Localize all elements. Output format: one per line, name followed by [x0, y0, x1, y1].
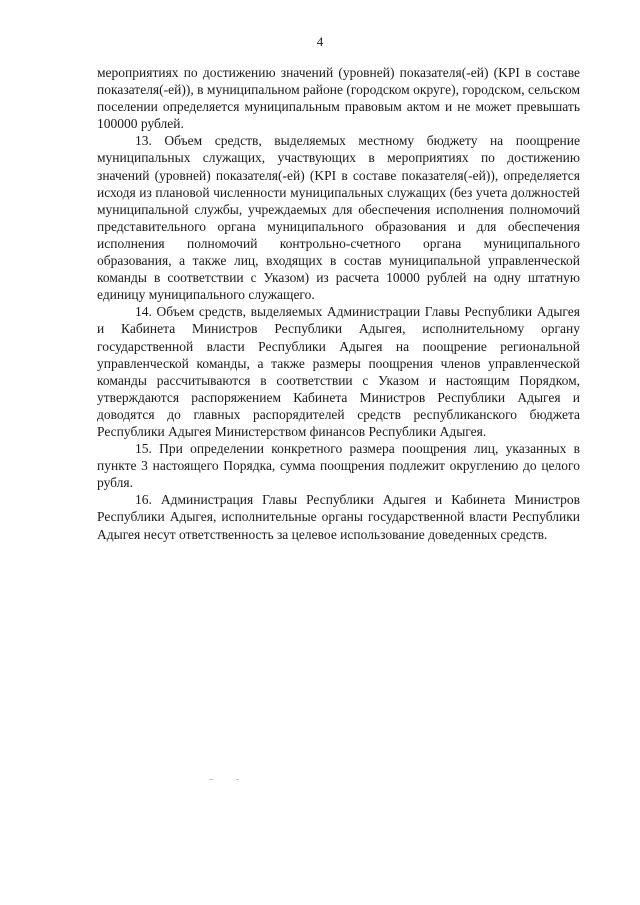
page-number: 4 — [316, 34, 324, 49]
paragraph-continuation: мероприятиях по достижению значений (уровней) показателя(-ей) (KPI в составе показателя(-ей)), в муниципальном районе (городском округе), городском, сельском поселении определяется муниципальным правовым актом и не может превышать 100000 рублей. — [97, 65, 580, 132]
scan-speck — [236, 779, 239, 780]
scan-speck — [209, 779, 213, 780]
document-body — [97, 64, 580, 543]
paragraph-15: 15. При определении конкретного размера поощрения лиц, указанных в пункте 3 настоящего Порядка, сумма поощрения подлежит округлению до целого рубля. — [97, 441, 580, 491]
paragraph-14: 14. Объем средств, выделяемых Администрации Главы Республики Адыгея и Кабинета Министров Республики Адыгея, исполнительному органу государственной власти Республики Адыгея на поощрение региональной управленческой команды, а также размеры поощрения членов управленческой команды рассчитываются в соответствии с Указом и настоящим Порядком, утверждаются распоряжением Кабинета Министров Республики Адыгея и доводятся до главных распорядителей средств республиканского бюджета Республики Адыгея Министерством финансов Республики Адыгея. — [97, 304, 580, 439]
paragraph-13: 13. Объем средств, выделяемых местному бюджету на поощрение муниципальных служащих, участвующих в мероприятиях по достижению значений (уровней) показателя(-ей) (KPI в составе показателя(-ей)), определяется исходя из плановой численности муниципальных служащих (без учета должностей муниципальной службы, учреждаемых для обеспечения исполнения полномочий представительного органа муниципального образования и для обеспечения исполнения полномочий контрольно-счетного органа муниципального образования, а также лиц, входящих в состав муниципальной управленческой команды в соответствии с Указом) из расчета 10000 рублей на одну штатную единицу муниципального служащего. — [97, 133, 580, 303]
paragraph-16: 16. Администрация Главы Республики Адыгея и Кабинета Министров Республики Адыгея, исполнительные органы государственной власти Республики Адыгея несут ответственность за целевое использование доведенных средств. — [97, 492, 580, 542]
